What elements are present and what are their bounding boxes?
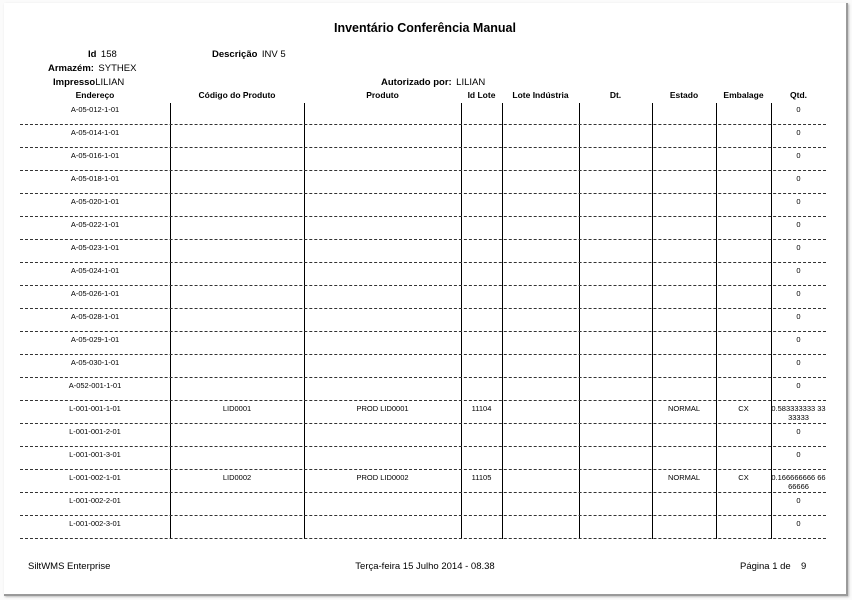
cell-endereco: L-001-001-3-01 [69, 450, 121, 459]
cell-qtd: 0 [796, 427, 801, 436]
cell-estado: NORMAL [667, 473, 701, 482]
column-header-dt: Dt. [609, 90, 622, 100]
cell-endereco: A-05-028-1-01 [70, 312, 120, 321]
cell-qtd: 0 [796, 151, 801, 160]
impresso-field [53, 72, 124, 90]
cell-endereco: A-05-026-1-01 [70, 289, 120, 298]
column-header-id-lote: Id Lote [467, 90, 496, 100]
footer-date: Terça-feira 15 Julho 2014 - 08.38 [355, 561, 495, 572]
cell-endereco: A-05-023-1-01 [70, 243, 120, 252]
cell-id-lote: 11105 [471, 473, 492, 482]
row-separator [20, 193, 826, 194]
cell-qtd: 0 [796, 312, 801, 321]
row-separator [20, 331, 826, 332]
report-page [4, 3, 848, 596]
cell-endereco: L-001-001-2-01 [69, 427, 121, 436]
cell-endereco: A-05-030-1-01 [70, 358, 120, 367]
report-title: Inventário Conferência Manual [334, 21, 516, 35]
row-separator [20, 538, 826, 539]
cell-qtd: 0 [796, 496, 801, 505]
cell-endereco: L-001-002-1-01 [69, 473, 121, 482]
row-separator [20, 446, 826, 447]
descricao-label: Descrição [212, 49, 258, 60]
cell-qtd: 0 [796, 450, 801, 459]
column-header-embalagem: Embalage [723, 90, 764, 100]
armazem-label: Armazém: [48, 63, 94, 74]
row-separator [20, 354, 826, 355]
cell-endereco: A-05-020-1-01 [70, 197, 120, 206]
row-separator [20, 492, 826, 493]
cell-endereco: A-05-022-1-01 [70, 220, 120, 229]
row-separator [20, 423, 826, 424]
cell-endereco: A-05-018-1-01 [70, 174, 120, 183]
autorizado-field [381, 72, 485, 90]
cell-embalagem: CX [738, 404, 749, 413]
cell-endereco: L-001-002-3-01 [69, 519, 121, 528]
cell-endereco: L-001-002-2-01 [69, 496, 121, 505]
column-divider [579, 103, 580, 539]
cell-qtd: 0 [796, 197, 801, 206]
footer-page-total: 9 [801, 561, 807, 572]
cell-qtd: 0.166666666 6666666 [771, 473, 826, 491]
cell-produto: PROD LID0001 [356, 404, 409, 413]
cell-endereco: A-052-001-1-01 [68, 381, 122, 390]
cell-qtd: 0 [796, 519, 801, 528]
column-header-endereco: Endereço [75, 90, 115, 100]
row-separator [20, 308, 826, 309]
cell-endereco: A-05-029-1-01 [70, 335, 120, 344]
column-divider [502, 103, 503, 539]
row-separator [20, 147, 826, 148]
column-header-estado: Estado [669, 90, 699, 100]
column-header-produto: Produto [366, 90, 399, 100]
column-header-lote-industria: Lote Indústria [512, 90, 569, 100]
cell-qtd: 0 [796, 381, 801, 390]
cell-qtd: 0 [796, 335, 801, 344]
descricao-value: INV 5 [261, 49, 286, 60]
id-label: Id [88, 49, 97, 60]
row-separator [20, 377, 826, 378]
cell-qtd: 0 [796, 289, 801, 298]
cell-produto: PROD LID0002 [356, 473, 409, 482]
row-separator [20, 170, 826, 171]
id-value: 158 [100, 49, 117, 60]
cell-qtd: 0 [796, 266, 801, 275]
cell-qtd: 0 [796, 128, 801, 137]
cell-codigo-produto: LID0002 [222, 473, 252, 482]
cell-qtd: 0 [796, 174, 801, 183]
footer-app-name: SiltWMS Enterprise [28, 561, 111, 572]
cell-endereco: A-05-014-1-01 [70, 128, 120, 137]
cell-qtd: 0 [796, 243, 801, 252]
cell-id-lote: 11104 [471, 404, 492, 413]
cell-qtd: 0 [796, 358, 801, 367]
row-separator [20, 285, 826, 286]
cell-endereco: L-001-001-1-01 [69, 404, 121, 413]
row-separator [20, 515, 826, 516]
row-separator [20, 216, 826, 217]
armazem-value: SYTHEX [98, 63, 137, 74]
column-header-qtd: Qtd. [790, 90, 807, 100]
cell-endereco: A-05-016-1-01 [70, 151, 120, 160]
impresso-label: Impresso [53, 77, 96, 88]
impresso-value: LILIAN [95, 77, 125, 88]
cell-codigo-produto: LID0001 [222, 404, 252, 413]
cell-qtd: 0 [796, 105, 801, 114]
cell-endereco: A-05-024-1-01 [70, 266, 120, 275]
row-separator [20, 124, 826, 125]
row-separator [20, 262, 826, 263]
cell-estado: NORMAL [667, 404, 701, 413]
cell-qtd: 0.583333333 3333333 [771, 404, 826, 422]
cell-endereco: A-05-012-1-01 [70, 105, 120, 114]
autorizado-value: LILIAN [456, 77, 486, 88]
row-separator [20, 400, 826, 401]
autorizado-label: Autorizado por: [381, 77, 452, 88]
column-header-codigo-produto: Código do Produto [198, 90, 276, 100]
footer-page-label: Página 1 de [740, 561, 791, 572]
cell-embalagem: CX [738, 473, 749, 482]
row-separator [20, 469, 826, 470]
descricao-field [212, 44, 286, 62]
row-separator [20, 239, 826, 240]
cell-qtd: 0 [796, 220, 801, 229]
